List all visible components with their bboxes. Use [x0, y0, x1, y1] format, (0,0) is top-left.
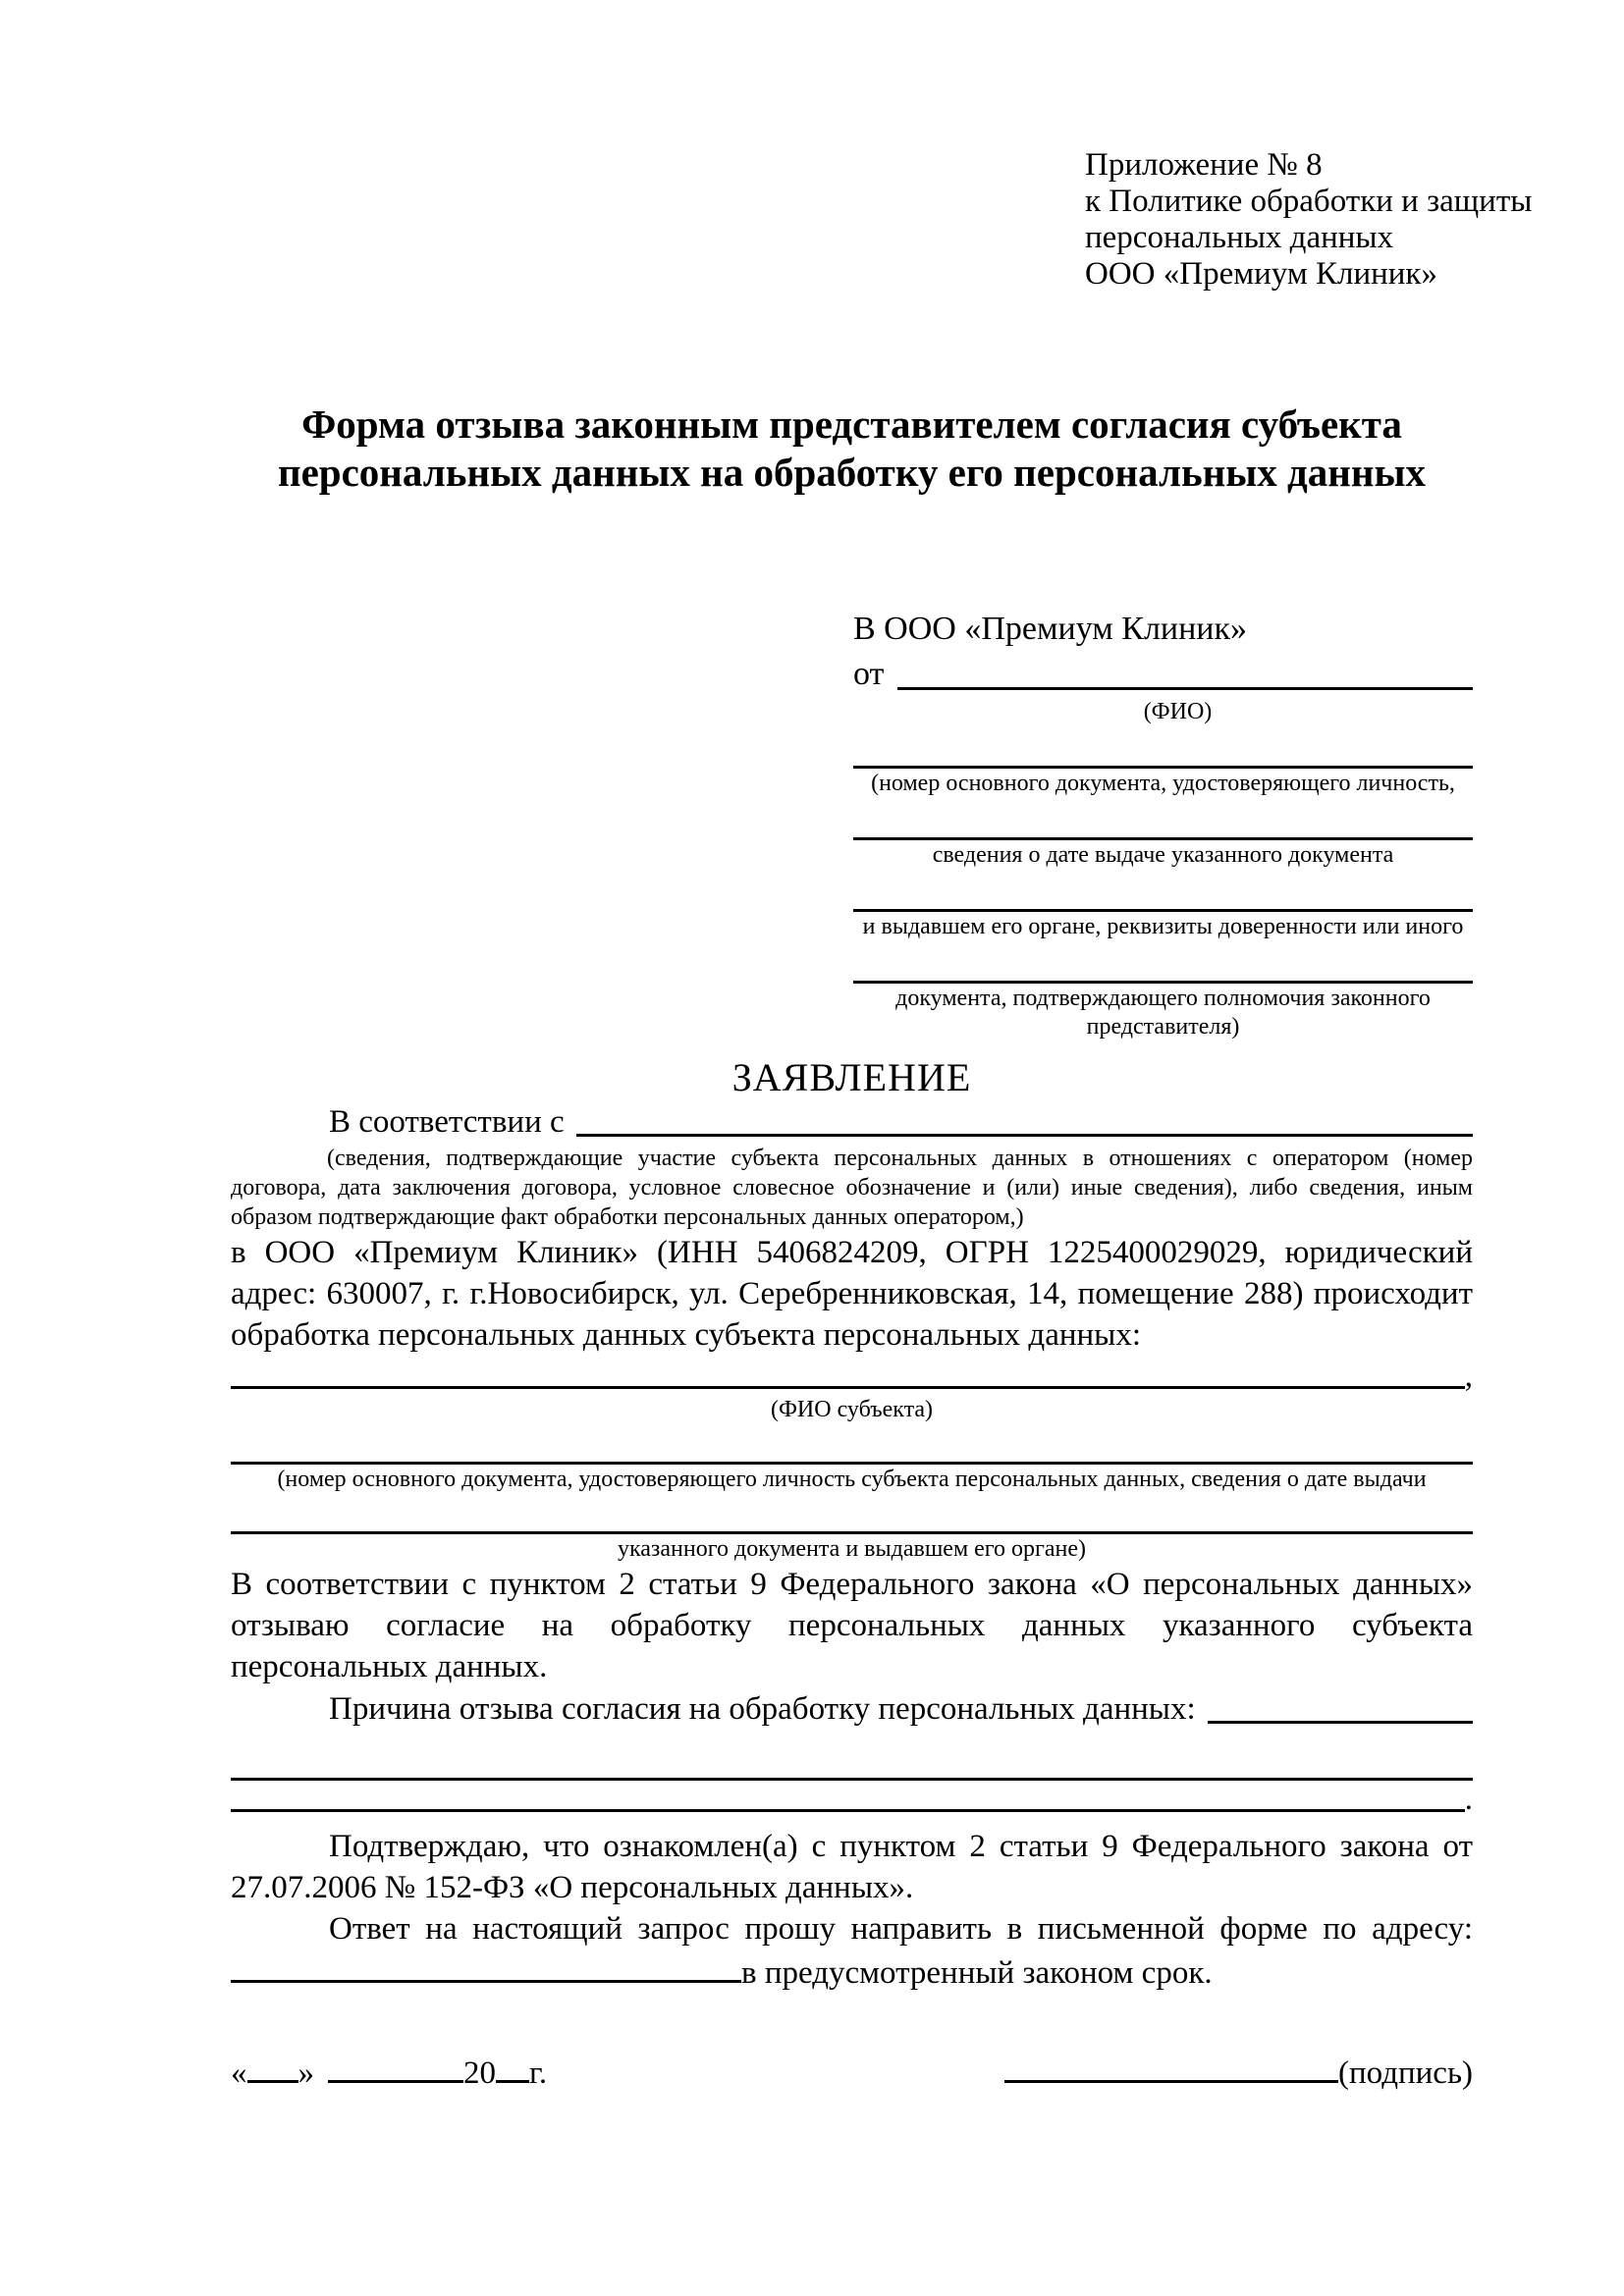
date-year-suffix: г. [529, 2056, 548, 2091]
subject-doc-field-2[interactable] [231, 1494, 1473, 1534]
representative-doc-caption-3: и выдавшем его органе, реквизиты доверенности или иного [862, 914, 1464, 939]
response-request-line: Ответ на настоящий запрос прошу направить в письменной форме по адресу: [329, 1911, 1473, 1947]
signature-caption: (подпись) [1338, 2056, 1473, 2091]
representative-doc-field-1[interactable] [853, 726, 1473, 769]
annex-line: ООО «Премиум Клиник» [1085, 256, 1437, 292]
basis-row [231, 1100, 1473, 1144]
representative-doc-field-4[interactable] [853, 941, 1473, 984]
date-year-field[interactable] [496, 2080, 529, 2083]
from-row [853, 652, 1473, 697]
subject-fio-comma: , [1464, 1359, 1473, 1394]
representative-fio-caption: (ФИО) [1143, 699, 1213, 724]
operator-paragraph: в ООО «Премиум Клиник» (ИНН 5406824209, ОГРН 1225400029029, юридический адрес: 630007, г. г.Новосибирск, ул. Серебренниковская, 14, помещение 288) происходит обработка персональных данных субъекта персональных данных: [231, 1235, 1473, 1353]
response-deadline-text: в предусмотренный законом срок. [741, 1955, 1213, 1991]
reason-field[interactable] [1208, 1721, 1473, 1724]
addressee-block [853, 607, 1473, 1041]
subject-doc-caption-2: указанного документа и выдавшем его органе) [617, 1536, 1087, 1562]
acknowledgment-paragraph: Подтверждаю, что ознакомлен(а) с пунктом 2 статьи 9 Федерального закона от 27.07.2006 № 152-ФЗ «О персональных данных». [231, 1829, 1473, 1905]
reason-label: Причина отзыва согласия на обработку персональных данных: [329, 1691, 1196, 1727]
statement-heading: ЗАЯВЛЕНИЕ [731, 1055, 972, 1099]
representative-doc-field-group [853, 726, 1473, 1041]
document-title-line: Форма отзыва законным представителем согласия субъекта [301, 401, 1402, 447]
date-year-prefix: 20 [463, 2056, 496, 2091]
subject-fio-field[interactable] [231, 1386, 1465, 1389]
representative-doc-field-2[interactable] [853, 798, 1473, 840]
annex-line: Приложение № 8 [1085, 147, 1323, 183]
basis-field[interactable] [576, 1134, 1473, 1137]
annex-line: к Политике обработки и защиты [1085, 184, 1533, 219]
signature-group [1004, 2052, 1473, 2095]
reason-row [231, 1687, 1473, 1731]
date-group [231, 2052, 547, 2095]
subject-fio-caption: (ФИО субъекта) [770, 1397, 934, 1422]
from-label: от [853, 656, 885, 692]
representative-doc-caption-4: документа, подтверждающего полномочия законного представителя) [895, 986, 1431, 1040]
annex-line: персональных данных [1085, 220, 1394, 255]
document-title [231, 400, 1473, 497]
reason-period: . [1464, 1782, 1473, 1817]
response-address-field[interactable] [231, 1980, 741, 1983]
reason-field-line-1[interactable] [231, 1746, 1473, 1781]
date-quote-close: » [298, 2056, 314, 2091]
date-day-field[interactable] [247, 2080, 298, 2083]
reason-field-line-2-row [231, 1781, 1473, 1818]
basis-caption: (сведения, подтверждающие участие субъекта персональных данных в отношениях с оператором (номер договора, дата заключения договора, условное словесное обозначение и (или) иные сведения), либо сведения, иным образом подтверждающие факт обработки персональных данных оператором,) [231, 1146, 1473, 1230]
document-title-line: персональных данных на обработку его персональных данных [277, 450, 1427, 495]
date-month-field[interactable] [328, 2080, 463, 2083]
footer-row [231, 2052, 1473, 2095]
basis-label: В соответствии с [329, 1104, 565, 1140]
representative-doc-field-3[interactable] [853, 870, 1473, 912]
representative-doc-caption-1: (номер основного документа, удостоверяющего личность, [871, 771, 1455, 796]
annex-block [1085, 147, 1533, 293]
date-quote-open: « [231, 2056, 247, 2091]
addressee-organization: В ООО «Премиум Клиник» [853, 611, 1248, 647]
representative-doc-caption-2: сведения о дате выдаче указанного документа [932, 842, 1394, 868]
subject-fio-row [231, 1356, 1473, 1395]
subject-doc-field-1[interactable] [231, 1424, 1473, 1465]
representative-fio-field[interactable] [897, 687, 1473, 690]
subject-doc-caption-1: (номер основного документа, удостоверяющего личность субъекта персональных данных, сведения о дате выдачи [277, 1467, 1427, 1492]
reason-field-line-2[interactable] [231, 1809, 1465, 1812]
withdrawal-paragraph: В соответствии с пунктом 2 статьи 9 Федерального закона «О персональных данных» отзываю согласие на обработку персональных данных указанного субъекта персональных данных. [231, 1567, 1473, 1684]
response-address-row [231, 1951, 1473, 1995]
signature-field[interactable] [1004, 2080, 1338, 2083]
